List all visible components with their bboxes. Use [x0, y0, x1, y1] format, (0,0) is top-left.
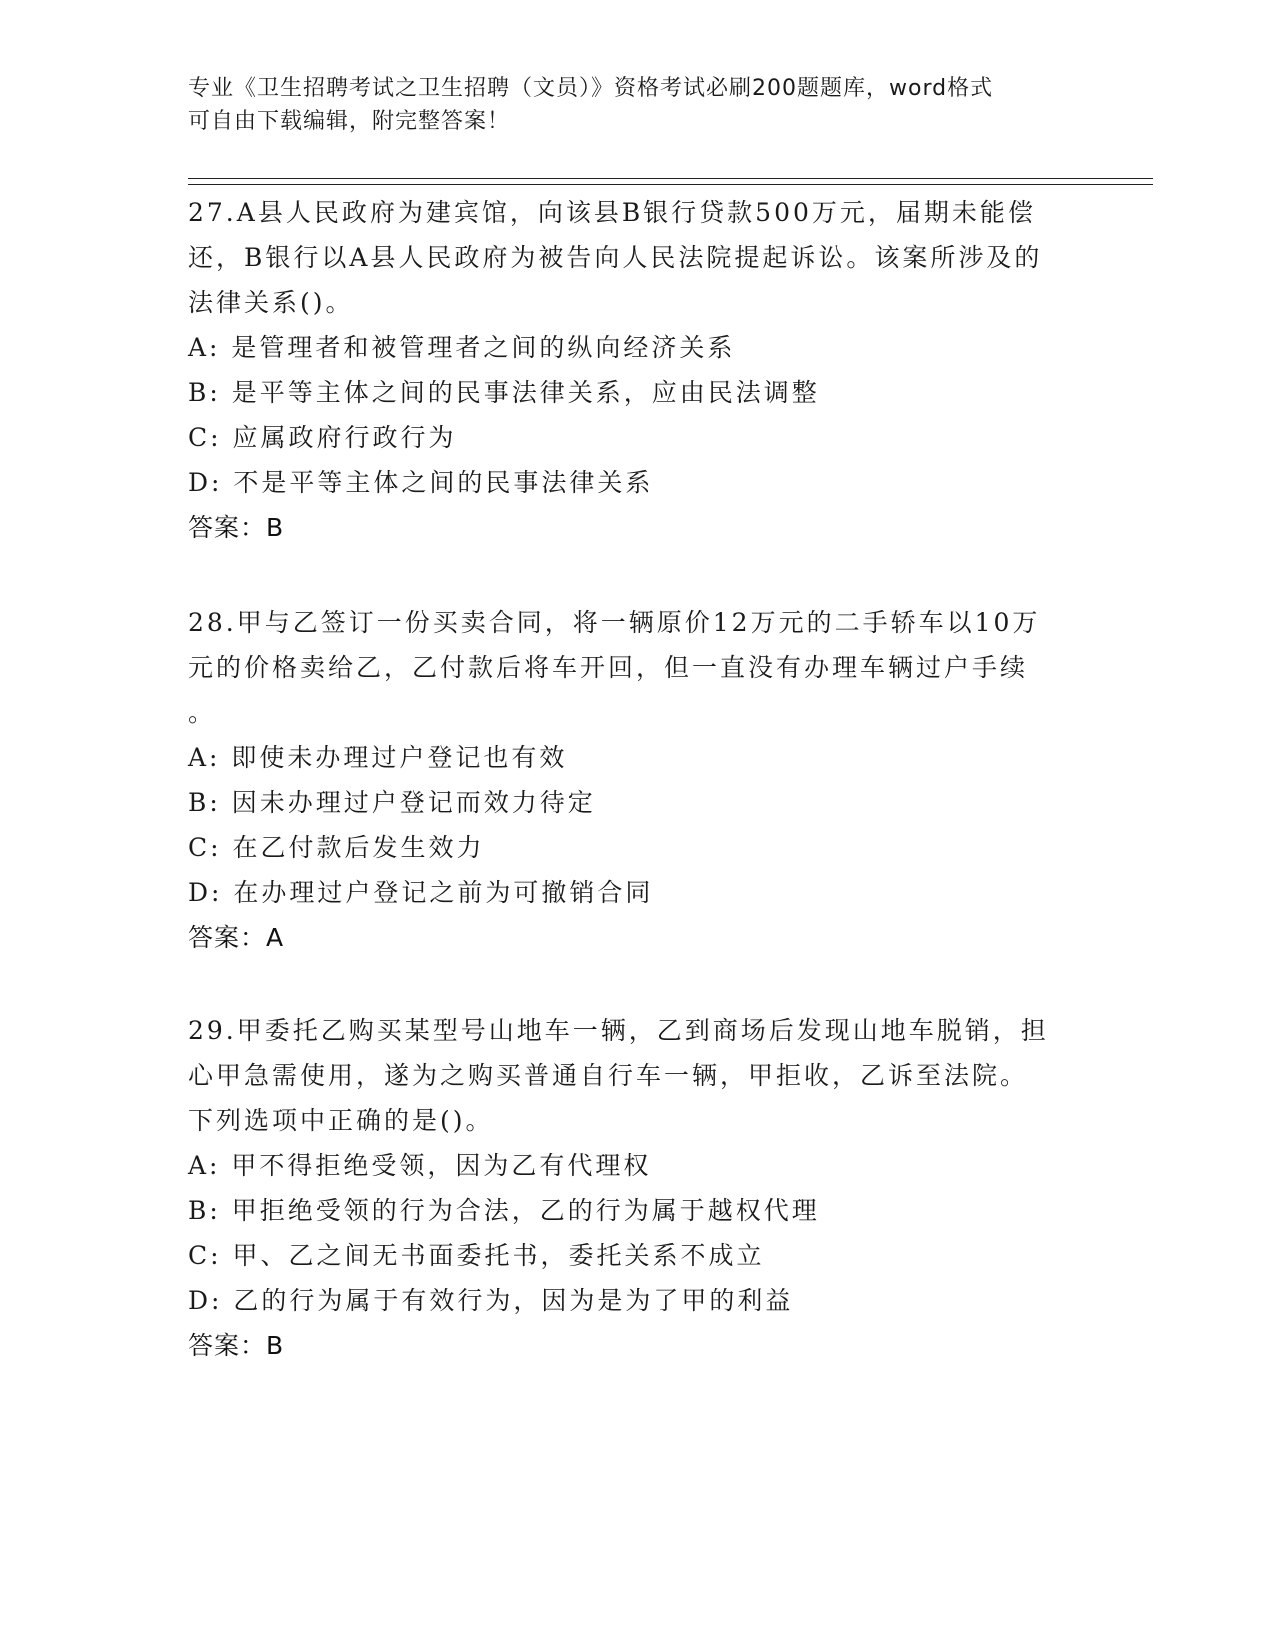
option-b: B: 甲拒绝受领的行为合法，乙的行为属于越权代理	[188, 1196, 820, 1225]
question-text-line: 元的价格卖给乙，乙付款后将车开回，但一直没有办理车辆过户手续	[188, 653, 1029, 682]
question-28	[188, 600, 1088, 960]
document-header	[188, 72, 1088, 138]
answer-label: 答案：B	[188, 513, 285, 542]
question-text-line: 。	[188, 698, 217, 727]
question-text-line: 心甲急需使用，遂为之购买普通自行车一辆，甲拒收，乙诉至法院。	[188, 1061, 1029, 1090]
option-c: C: 在乙付款后发生效力	[188, 833, 485, 862]
answer-label: 答案：B	[188, 1331, 285, 1360]
option-c: C: 甲、乙之间无书面委托书，委托关系不成立	[188, 1241, 765, 1270]
header-line-2: 可自由下载编辑，附完整答案！	[188, 109, 511, 134]
option-b: B: 因未办理过户登记而效力待定	[188, 788, 596, 817]
option-d: D: 不是平等主体之间的民事法律关系	[188, 468, 654, 497]
header-line-1: 专业《卫生招聘考试之卫生招聘（文员）》资格考试必刷200题题库，word格式	[188, 76, 994, 101]
question-text-line: 29.甲委托乙购买某型号山地车一辆，乙到商场后发现山地车脱销，担	[188, 1016, 1049, 1045]
option-d: D: 在办理过户登记之前为可撤销合同	[188, 878, 654, 907]
option-a: A: 甲不得拒绝受领，因为乙有代理权	[188, 1151, 652, 1180]
option-c: C: 应属政府行政行为	[188, 423, 457, 452]
answer-label: 答案：A	[188, 923, 285, 952]
option-b: B: 是平等主体之间的民事法律关系，应由民法调整	[188, 378, 820, 407]
question-text-line: 还，B银行以A县人民政府为被告向人民法院提起诉讼。该案所涉及的	[188, 243, 1043, 272]
option-a: A: 是管理者和被管理者之间的纵向经济关系	[188, 333, 736, 362]
question-text-line: 27.A县人民政府为建宾馆，向该县B银行贷款500万元，届期未能偿	[188, 198, 1036, 227]
question-27	[188, 190, 1088, 550]
option-a: A: 即使未办理过户登记也有效	[188, 743, 568, 772]
header-divider-top	[188, 178, 1153, 179]
question-text-line: 下列选项中正确的是()。	[188, 1106, 494, 1135]
question-text-line: 法律关系()。	[188, 288, 354, 317]
option-d: D: 乙的行为属于有效行为，因为是为了甲的利益	[188, 1286, 794, 1315]
question-29	[188, 1008, 1088, 1368]
header-divider-bottom	[188, 184, 1153, 185]
question-text-line: 28.甲与乙签订一份买卖合同，将一辆原价12万元的二手轿车以10万	[188, 608, 1041, 637]
